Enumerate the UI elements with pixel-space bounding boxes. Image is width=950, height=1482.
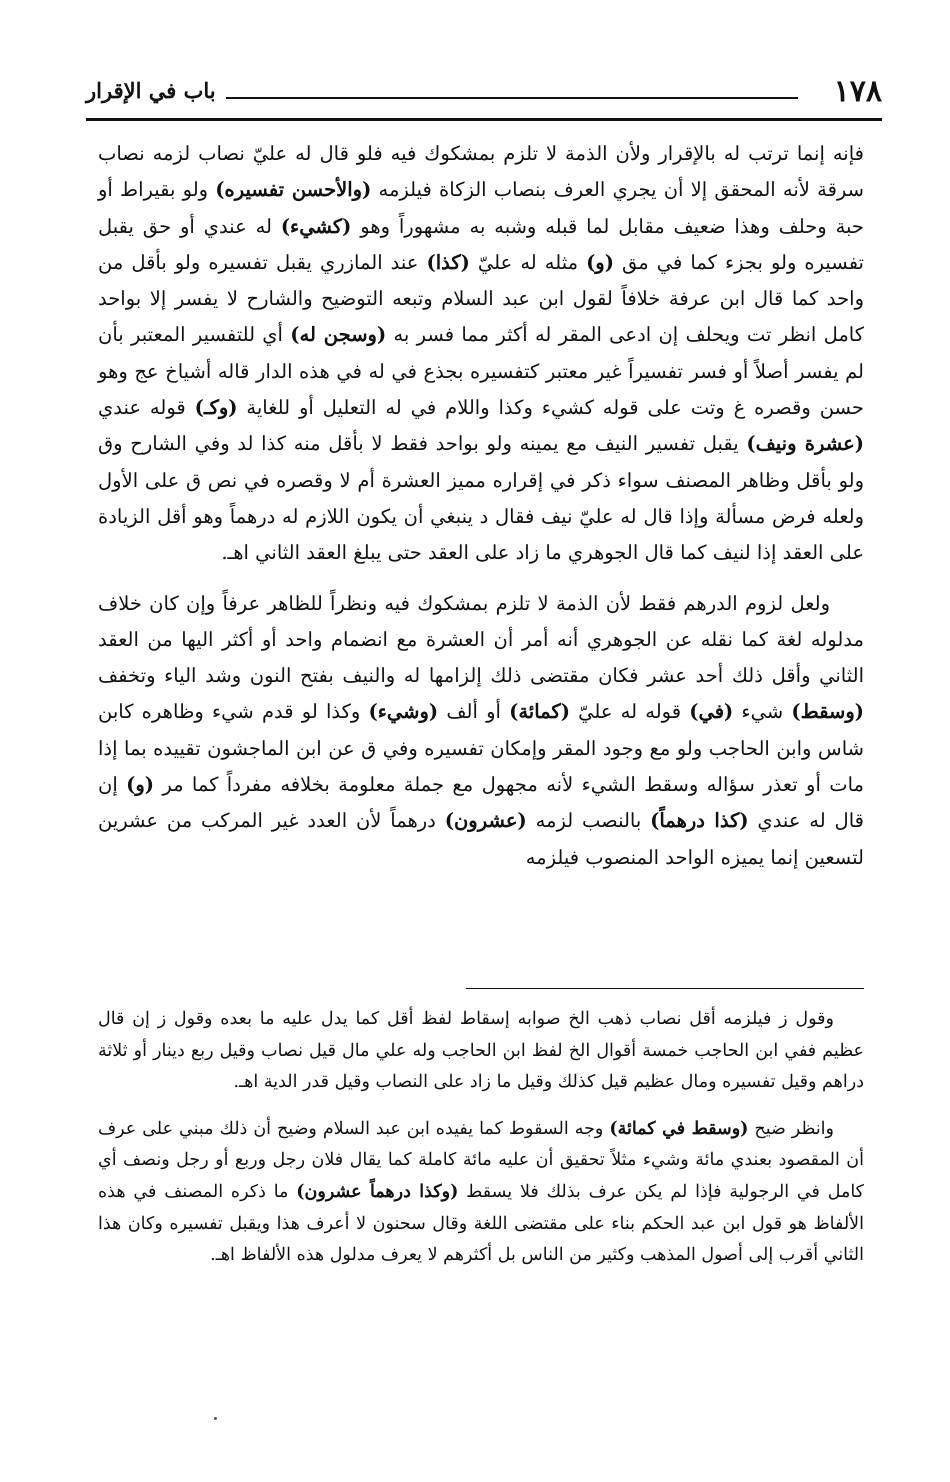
- text-run: فإنه إنما ترتب له بالإقرار ولأن الذمة لا تلزم بمشكوك فيه فلو قال له عليّ نصاب لزمه نصاب سرقة لأنه المحقق إلا أن يجري العرف بنصاب الزكاة فيلزمه: [98, 142, 864, 202]
- bold-term: (والأحسن تفسيره): [215, 178, 372, 202]
- footnote-1: [98, 1004, 864, 1099]
- text-run: أو ألف: [438, 700, 510, 724]
- bold-term: (في): [689, 700, 734, 724]
- text-run: له عندي أو حق يقبل تفسيره ولو بجزء كما في مق: [98, 214, 864, 274]
- bold-term: (وكـ): [194, 396, 238, 420]
- text-run: يقبل تفسير النيف مع يمينه ولو بواحد فقط لا بأقل منه كذا لد وفي الشارح وق ولو بأقل وظاهر المصنف سواء ذكر في إقراره مميز العشرة أم لا وقصره في نص ق على الأول ولعله فرض مسألة وإذا قال له عليّ نيف فقال د ينبغي أن يكون اللازم له درهماً وهو أقل الزيادة على العقد إذا لنيف كما قال الجوهري ما زاد على العقد حتى يبلغ العقد الثاني اهـ.: [98, 432, 864, 565]
- bold-term: (وسجن له): [290, 323, 387, 347]
- bold-term: (كشيء): [280, 214, 352, 238]
- bold-term: (كمائة): [509, 700, 570, 724]
- text-run: وانظر ضيح: [748, 1118, 834, 1139]
- main-text: [98, 136, 864, 890]
- text-run: بالنصب لزمه: [526, 809, 651, 833]
- footnote-separator: [466, 988, 864, 989]
- text-run: قوله له عليّ: [569, 700, 690, 724]
- bold-term: (وشيء): [368, 700, 439, 724]
- scan-speck: [214, 1417, 217, 1420]
- header-line: [226, 97, 798, 99]
- text-run: عند المازري يقبل تفسيره ولو بأقل من واحد كما قال ابن عرفة خلافاً لقول ابن عبد السلام وتبعه التوضيح والشارح لا يفسر إلا بواحد كامل انظر تت ويحلف إن ادعى المقر له أكثر مما فسر به: [98, 250, 865, 347]
- footnote-2: [98, 1114, 864, 1272]
- bold-term: (وسقط): [791, 700, 864, 724]
- text-run: ولعل لزوم الدرهم فقط لأن الذمة لا تلزم بمشكوك فيه ونظراً للظاهر عرفاً وإن كان خلاف مدلوله لغة كما نقله عن الجوهري أنه أمر أن العشرة مع انضمام واحد أو أكثر اليها من العقد الثاني وأقل ذلك أحد عشر فكان مقتضى ذلك إلزامها له والنيف بفتح النون وشد الياء وتخفف: [98, 591, 864, 688]
- text-run: وقول ز فيلزمه أقل نصاب ذهب الخ صوابه إسقاط لفظ أقل كما يدل عليه ما بعده وقول ز إن قال عظيم ففي ابن الحاجب خمسة أقوال الخ لفظ ابن الحاجب وله علي مال قيل نصاب وقيل ربع دينار أو ثلاثة دراهم وقيل تفسيره ومال عظيم قيل كذلك وقيل ما زاد على النصاب وقيل قدر الدية اهـ.: [98, 1009, 864, 1093]
- bold-term: (كذا): [426, 250, 470, 274]
- main-paragraph-2: [98, 586, 864, 876]
- text-run: وكذا لو قدم شيء وظاهره كابن شاس وابن الحاجب ولو مع وجود المقر وإمكان تفسيره وفي ق عن ابن الماجشون تقييده بما إذا مات أو تعذر سؤاله وسقط الشيء لأنه مجهول مع جملة معلومة بخلافه مفرداً كما مر: [98, 700, 865, 797]
- footnotes: [98, 1004, 864, 1287]
- text-run: شيء: [733, 700, 792, 724]
- text-run: ولو بقيراط أو حبة وحلف وهذا ضعيف مقابل لما قبله وشبه به مشهوراً وهو: [98, 178, 864, 238]
- header-rule: [86, 118, 882, 121]
- bold-term: (وكذا درهماً عشرون): [296, 1181, 459, 1202]
- main-paragraph-1: [98, 136, 864, 572]
- bold-term: (كذا درهماً): [650, 809, 749, 833]
- text-run: وجه السقوط كما يفيده ابن عبد السلام وضيح أن ذلك مبني على عرف أن المقصود بعندي مائة وشيء مثلاً تحقيق أن عليه مائة كاملة كما يقال فلان رجل وربع أو رجل ونصف أي كامل في الرجولية فإذا لم يكن عرف بذلك فلا يسقط: [98, 1118, 864, 1202]
- bold-term: (عشرة ونيف): [746, 432, 864, 456]
- text-run: درهماً لأن العدد غير المركب من عشرين لتسعين إنما يميزه الواحد المنصوب فيلزمه: [98, 809, 864, 869]
- text-run: إن قال له عندي: [98, 773, 864, 833]
- page-number: ١٧٨: [833, 74, 882, 109]
- bold-term: (و): [126, 773, 154, 797]
- chapter-title: باب في الإقرار: [86, 78, 216, 103]
- text-run: مثله له عليّ: [469, 250, 587, 274]
- text-run: قوله عندي: [98, 396, 195, 420]
- bold-term: (و): [586, 250, 614, 274]
- bold-term: (عشرون): [444, 809, 527, 833]
- text-run: أي للتفسير المعتبر بأن لم يفسر أصلاً أو فسر تفسيراً غير معتبر كتفسيره بجذع في له في هذه الدار قاله أشياخ عج وهو حسن وقصره غ وتت على قوله كشيء وكذا واللام في له التعليل أو للغاية: [98, 323, 864, 420]
- text-run: ما ذكره المصنف في هذه الألفاظ هو قول ابن عبد الحكم بناء على مقتضى اللغة وقال سحنون لا أعرف هذا ويقبل تفسيره وكان هذا الثاني أقرب إلى أصول المذهب وكثير من الناس بل أكثرهم لا يعرف مدلول هذه الألفاظ اهـ.: [98, 1181, 864, 1266]
- page-header: [86, 72, 882, 116]
- bold-term: (وسقط في كمائة): [609, 1118, 749, 1139]
